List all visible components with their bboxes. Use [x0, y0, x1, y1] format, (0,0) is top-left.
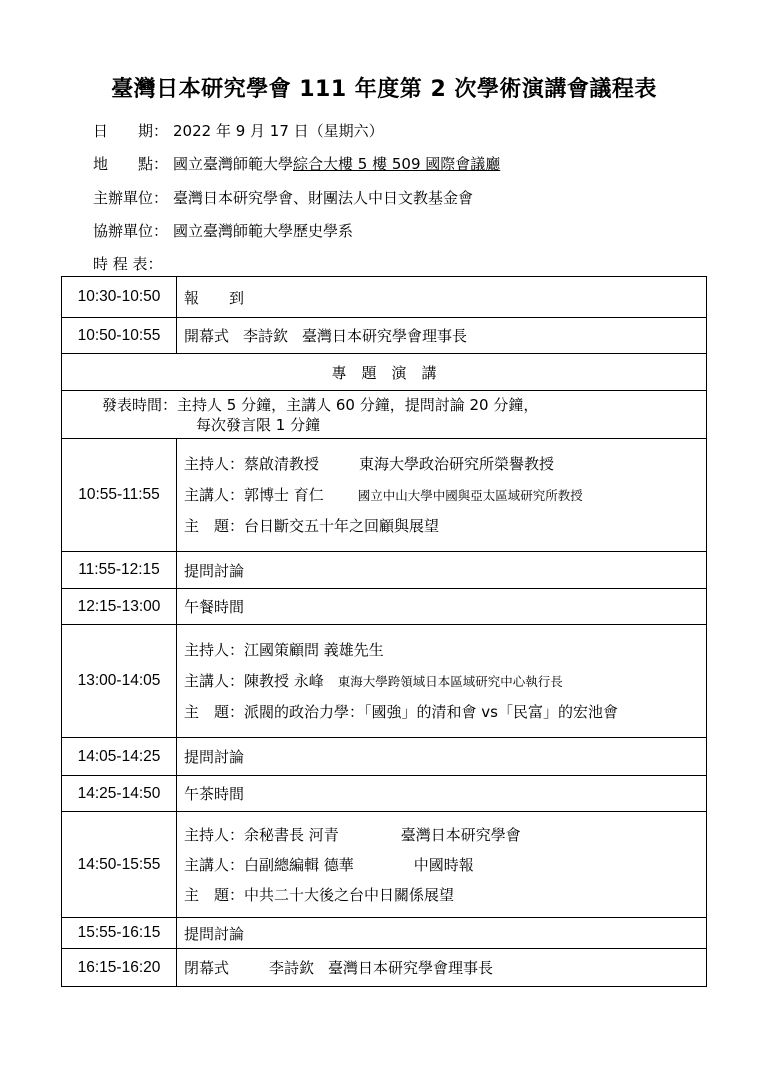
table-row: [62, 277, 707, 318]
host-label: 主辦單位：: [93, 189, 169, 207]
activity-cell: [177, 949, 707, 987]
time-cell: 12:15-13:00: [62, 589, 177, 625]
host-affiliation: 東海大學政治研究所榮譽教授: [359, 454, 555, 473]
activity-cell: 報 到: [177, 277, 707, 318]
host-affiliation: 臺灣日本研究學會: [400, 825, 521, 844]
host-name: 主持人：余秘書長 河青: [184, 825, 339, 844]
session-speaker: [184, 480, 706, 511]
time-cell: 16:15-16:20: [62, 949, 177, 987]
presentation-note: [62, 391, 707, 439]
speaker-affiliation: 國立中山大學中國與亞太區域研究所教授: [357, 487, 583, 503]
time-cell: 13:00-14:05: [62, 625, 177, 738]
time-cell: 11:55-12:15: [62, 552, 177, 589]
table-row: [62, 949, 707, 987]
activity-cell: 提問討論: [177, 738, 707, 776]
opening-person: 李詩欽: [243, 327, 289, 345]
table-row: [62, 318, 707, 354]
opening-title: 臺灣日本研究學會理事長: [302, 327, 468, 345]
info-co-organizer: [93, 221, 353, 241]
date-value: 2022 年 9 月 17 日（星期六）: [173, 122, 384, 140]
time-cell: 14:50-15:55: [62, 812, 177, 918]
activity-cell: 提問討論: [177, 918, 707, 949]
time-cell: 10:30-10:50: [62, 277, 177, 318]
session-host: 主持人：江國策顧問 義雄先生: [184, 640, 384, 659]
table-row: [62, 354, 707, 391]
time-cell: 14:05-14:25: [62, 738, 177, 776]
table-row: [62, 391, 707, 439]
session-cell: [177, 439, 707, 552]
schedule-table: [61, 276, 707, 987]
place-value-b: 綜合大樓 5 樓 509 國際會議廳: [293, 155, 501, 173]
info-date: [93, 121, 384, 141]
speaker-affiliation: 中國時報: [413, 855, 474, 874]
host-value: 臺灣日本研究學會、財團法人中日文教基金會: [173, 189, 474, 207]
session-speaker: [184, 666, 706, 697]
opening-label: 開幕式: [184, 327, 230, 345]
closing-label: 閉幕式: [184, 959, 230, 977]
session-topic: 主 題：中共二十大後之台中日關係展望: [184, 885, 455, 904]
info-place: [93, 154, 500, 174]
date-label: 日 期：: [93, 122, 169, 140]
speaker-name: 主講人：陳教授 永峰: [184, 671, 324, 690]
table-row: [62, 552, 707, 589]
session-cell: [177, 625, 707, 738]
session-cell: [177, 812, 707, 918]
session-topic: 主 題：派閥的政治力學：「國強」的清和會 vs「民富」的宏池會: [184, 702, 618, 721]
schedule-label: 時 程 表：: [93, 255, 163, 273]
time-cell: 15:55-16:15: [62, 918, 177, 949]
table-row: [62, 776, 707, 812]
time-cell: 10:55-11:55: [62, 439, 177, 552]
time-cell: 10:50-10:55: [62, 318, 177, 354]
table-row: [62, 625, 707, 738]
co-label: 協辦單位：: [93, 222, 169, 240]
time-cell: 14:25-14:50: [62, 776, 177, 812]
co-value: 國立臺灣師範大學歷史學系: [173, 222, 354, 240]
place-value-a: 國立臺灣師範大學: [173, 155, 294, 173]
speaker-name: 主講人：郭博士 育仁: [184, 485, 324, 504]
activity-cell: [177, 318, 707, 354]
closing-title: 臺灣日本研究學會理事長: [328, 959, 494, 977]
info-schedule: [93, 254, 173, 274]
activity-cell: 午茶時間: [177, 776, 707, 812]
session-host: [184, 820, 706, 850]
place-label: 地 點：: [93, 155, 169, 173]
session-speaker: [184, 850, 706, 880]
table-row: [62, 918, 707, 949]
session-host: [184, 449, 706, 480]
session-topic: 主 題：台日斷交五十年之回顧與展望: [184, 516, 440, 535]
presentation-line-1: 發表時間：主持人 5 分鐘，主講人 60 分鐘，提問討論 20 分鐘，: [102, 395, 539, 414]
section-header: 專 題 演 講: [62, 354, 707, 391]
table-row: [62, 589, 707, 625]
table-row: [62, 738, 707, 776]
presentation-line-2: 每次發言限 1 分鐘: [196, 415, 321, 434]
page-title: 臺灣日本研究學會 111 年度第 2 次學術演講會議程表: [111, 77, 657, 102]
activity-cell: 午餐時間: [177, 589, 707, 625]
table-row: [62, 812, 707, 918]
speaker-affiliation: 東海大學跨領域日本區域研究中心執行長: [337, 673, 563, 689]
activity-cell: 提問討論: [177, 552, 707, 589]
info-host: [93, 188, 473, 208]
table-row: [62, 439, 707, 552]
speaker-name: 主講人：白副總編輯 德華: [184, 855, 354, 874]
closing-person: 李詩欽: [269, 959, 315, 977]
host-name: 主持人：蔡啟清教授: [184, 454, 320, 473]
